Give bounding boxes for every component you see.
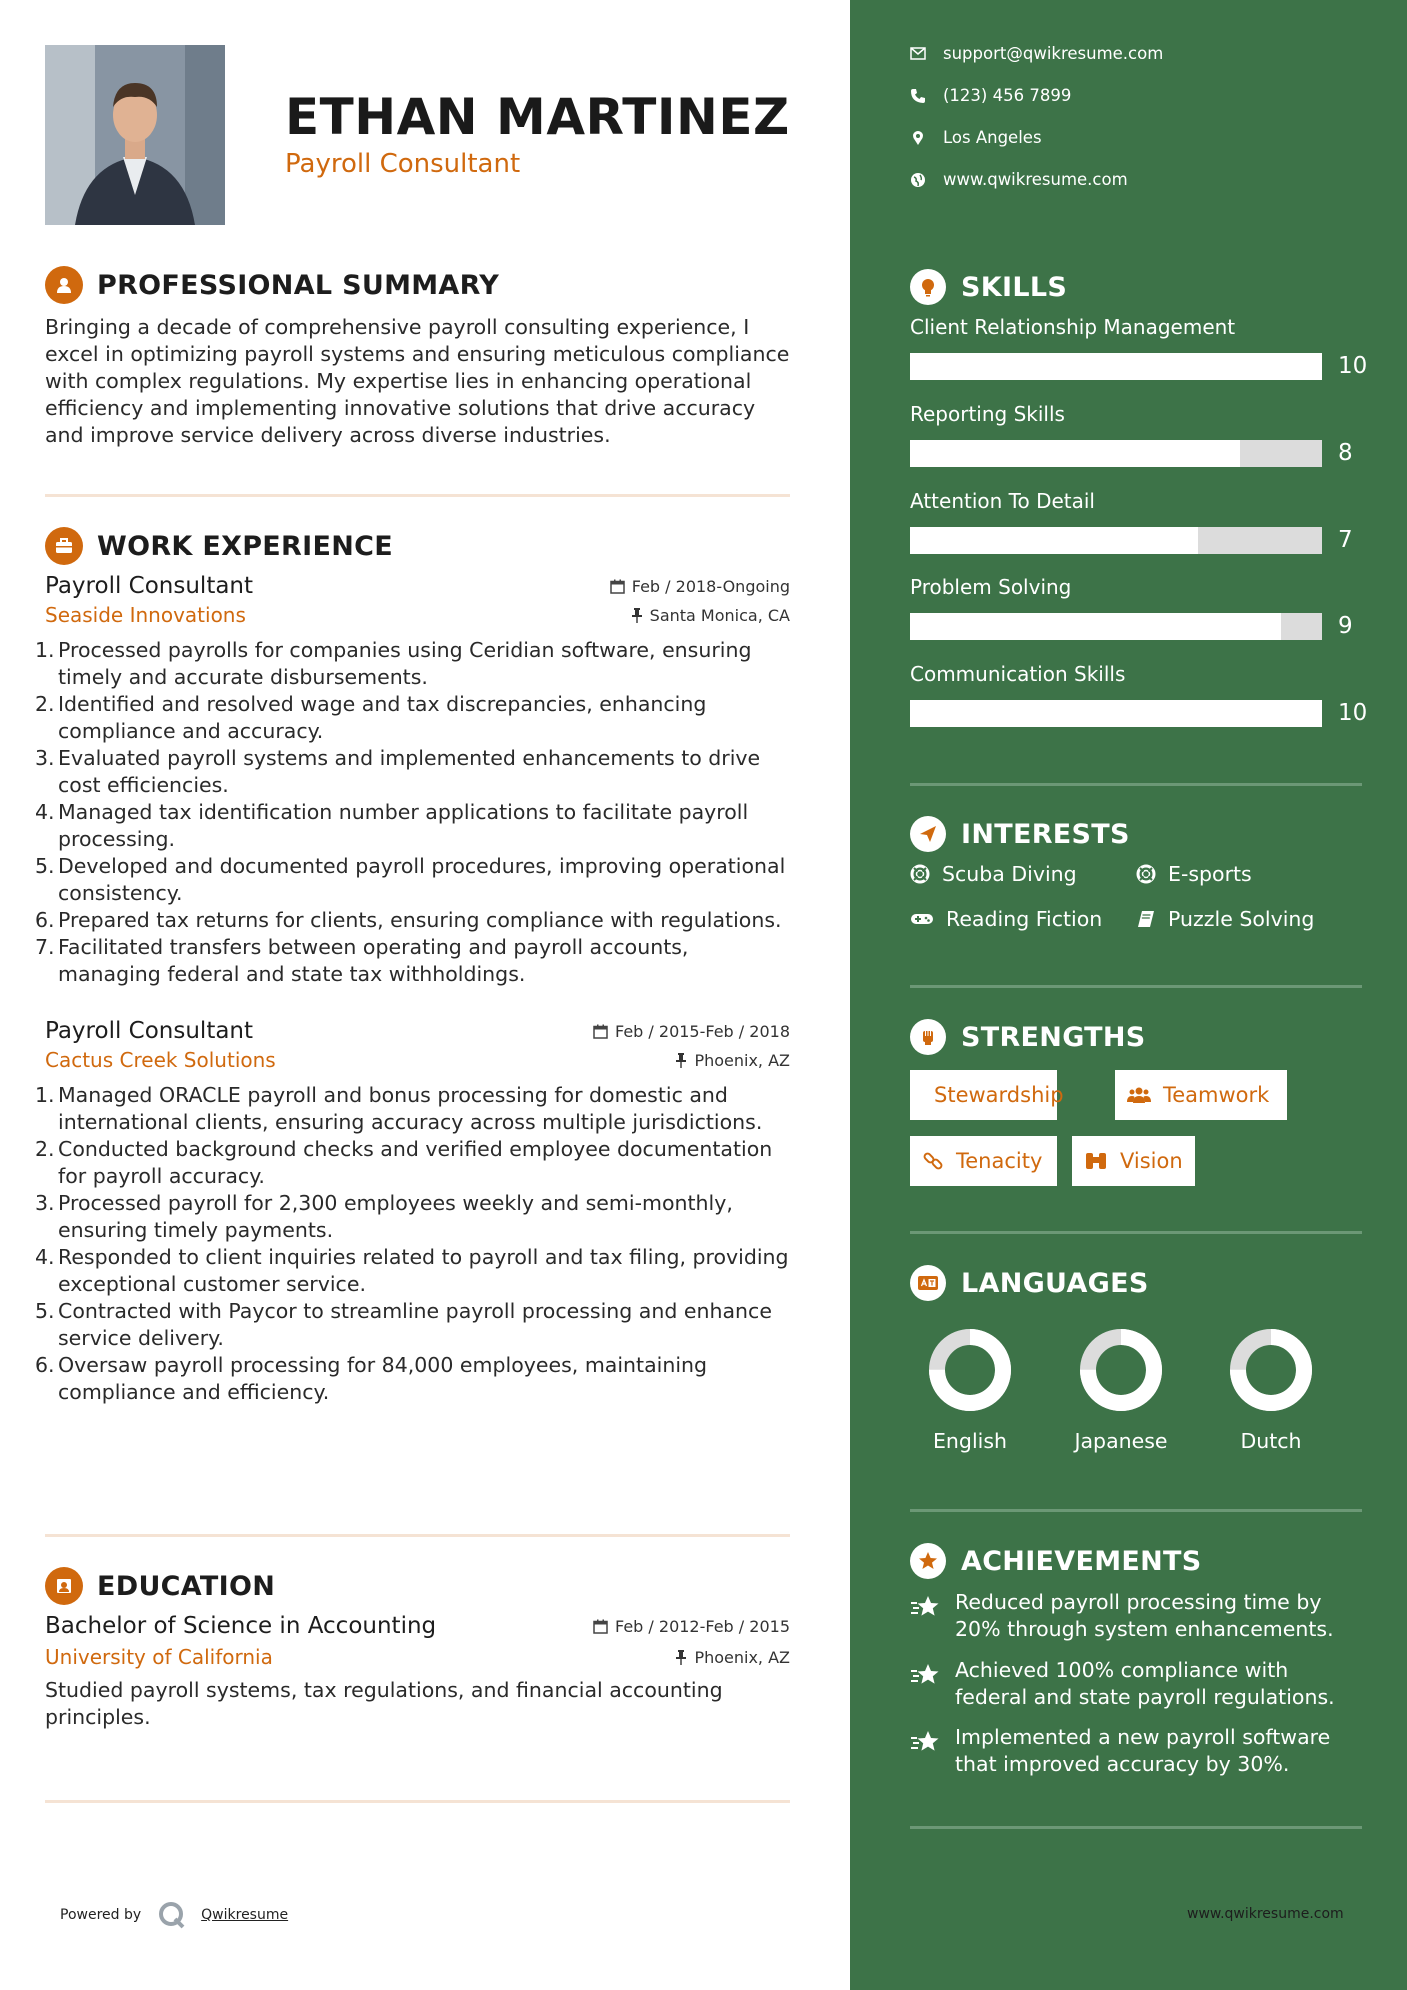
phone-icon: [910, 88, 926, 104]
graduation-icon: [45, 1567, 83, 1605]
skill-item: [910, 315, 1368, 379]
pin-icon: [675, 1053, 687, 1068]
star-icon: [910, 1662, 942, 1688]
skill-name: Communication Skills: [910, 662, 1126, 686]
summary-section: [45, 266, 790, 449]
job-bullets: [45, 637, 790, 988]
education-location: Phoenix, AZ: [675, 1648, 790, 1667]
education-heading: EDUCATION: [97, 1570, 276, 1602]
powered-by: Powered by Qwikresume: [60, 1900, 288, 1930]
skill-item: [910, 402, 1362, 466]
list-item: Evaluated payroll systems and implemented enhancements to drive cost efficiencies.: [58, 746, 761, 797]
list-item: Processed payroll for 2,300 employees weekly and semi-monthly, ensuring timely payments.: [58, 1191, 733, 1242]
achievements-section: [910, 1542, 1362, 1580]
skill-value: 10: [1338, 700, 1368, 726]
contact-phone[interactable]: (123) 456 7899: [910, 86, 1071, 105]
fist-icon: [910, 1019, 946, 1055]
achievement-item: Implemented a new payroll software that improved accuracy by 30%.: [910, 1724, 1362, 1778]
skill-bar-fill: [910, 527, 1198, 554]
strength-chip: Teamwork: [1115, 1070, 1287, 1120]
job-title: Payroll Consultant: [45, 1018, 254, 1044]
skill-bar-fill: [910, 613, 1281, 640]
languages-heading: LANGUAGES: [961, 1267, 1149, 1299]
qwikresume-logo-icon: [157, 1900, 187, 1930]
contact-website[interactable]: www.qwikresume.com: [910, 170, 1128, 189]
strengths-section: [910, 1018, 1362, 1056]
summary-text: Bringing a decade of comprehensive payroll consulting experience, I excel in optimizing payroll systems and ensuring meticulous compliance with complex regulations. My expertise lies in enhancing operational efficiency and implementing innovative solutions that drive accuracy and improve service delivery across diverse industries.: [45, 315, 790, 447]
language-ring: [1076, 1325, 1166, 1415]
skill-bar-fill: [910, 700, 1322, 727]
star-icon: [910, 1594, 942, 1620]
job-dates: Feb / 2018-Ongoing: [610, 577, 790, 596]
skill-item: [910, 662, 1368, 726]
experience-heading: WORK EXPERIENCE: [97, 530, 393, 562]
language-ring: [925, 1325, 1015, 1415]
profile-photo: [45, 45, 225, 225]
job-location: Santa Monica, CA: [631, 606, 790, 625]
skill-bar: [910, 700, 1322, 727]
link-icon: [922, 1150, 944, 1172]
experience-section: [45, 527, 790, 1406]
list-item: Processed payrolls for companies using Ceridian software, ensuring timely and accurate disbursements.: [58, 638, 752, 689]
list-item: Conducted background checks and verified employee documentation for payroll accuracy.: [58, 1137, 773, 1188]
envelope-icon: [910, 47, 926, 60]
interest-item: E-sports: [1136, 862, 1252, 886]
briefcase-icon: [45, 527, 83, 565]
life-ring-icon: [1136, 864, 1156, 884]
life-ring-icon: [910, 864, 930, 884]
pin-icon: [675, 1650, 687, 1665]
skill-bar-fill: [910, 353, 1322, 380]
skills-heading: SKILLS: [961, 271, 1068, 303]
education-dates: Feb / 2012-Feb / 2015: [593, 1617, 790, 1636]
job-bullets: [45, 1082, 790, 1406]
interests-section: [910, 815, 1362, 853]
skill-value: 8: [1338, 440, 1353, 466]
education-section: [45, 1567, 790, 1731]
skill-value: 7: [1338, 527, 1353, 553]
divider: [45, 494, 790, 497]
star-icon: [910, 1729, 942, 1755]
school: University of California: [45, 1645, 273, 1669]
list-item: Developed and documented payroll procedures, improving operational consistency.: [58, 854, 786, 905]
skill-value: 9: [1338, 613, 1353, 639]
skill-bar-fill: [910, 440, 1240, 467]
divider: [910, 783, 1362, 786]
achievement-item: Achieved 100% compliance with federal and state payroll regulations.: [910, 1657, 1362, 1711]
calendar-icon: [593, 1619, 608, 1634]
job-location: Phoenix, AZ: [675, 1051, 790, 1070]
divider: [910, 985, 1362, 988]
lightbulb-icon: [910, 269, 946, 305]
language-name: Japanese: [1074, 1429, 1168, 1453]
divider: [910, 1826, 1362, 1829]
users-icon: [1127, 1086, 1151, 1104]
contact-location: Los Angeles: [910, 128, 1042, 147]
skill-item: [910, 489, 1362, 553]
interest-item: Puzzle Solving: [1136, 907, 1314, 931]
book-icon: [1136, 909, 1156, 929]
interests-heading: INTERESTS: [961, 818, 1130, 850]
achievement-item: Reduced payroll processing time by 20% through system enhancements.: [910, 1589, 1362, 1643]
pin-icon: [631, 608, 643, 623]
skill-name: Reporting Skills: [910, 402, 1065, 426]
education-description: Studied payroll systems, tax regulations, and financial accounting principles.: [45, 1678, 723, 1729]
list-item: Responded to client inquiries related to payroll and tax filing, providing exceptional customer service.: [58, 1245, 789, 1296]
language-name: Dutch: [1240, 1429, 1302, 1453]
achievements-heading: ACHIEVEMENTS: [961, 1545, 1202, 1577]
job-company: Cactus Creek Solutions: [45, 1048, 276, 1072]
user-icon: [45, 266, 83, 304]
contact-email[interactable]: support@qwikresume.com: [910, 44, 1163, 63]
skill-name: Attention To Detail: [910, 489, 1095, 513]
job-title: Payroll Consultant: [45, 573, 254, 599]
skill-item: [910, 575, 1362, 639]
globe-icon: [910, 172, 926, 188]
binoculars-icon: [1084, 1151, 1108, 1171]
language-item: [1211, 1325, 1331, 1453]
language-item: [910, 1325, 1030, 1453]
education-entry: [45, 1613, 790, 1731]
candidate-name: ETHAN MARTINEZ: [285, 88, 790, 146]
language-name: English: [932, 1429, 1008, 1453]
list-item: Identified and resolved wage and tax discrepancies, enhancing compliance and accuracy.: [58, 692, 707, 743]
languages-section: [910, 1264, 1362, 1302]
skill-bar: [910, 353, 1322, 380]
skill-name: Client Relationship Management: [910, 315, 1236, 339]
list-item: Prepared tax returns for clients, ensuring compliance with regulations.: [58, 908, 782, 932]
job-company: Seaside Innovations: [45, 603, 246, 627]
language-item: [1061, 1325, 1181, 1453]
list-item: Managed tax identification number applications to facilitate payroll processing.: [58, 800, 749, 851]
degree: Bachelor of Science in Accounting: [45, 1613, 437, 1639]
skill-value: 10: [1338, 353, 1368, 379]
list-item: Oversaw payroll processing for 84,000 employees, maintaining compliance and efficiency.: [58, 1353, 708, 1404]
job-entry: [45, 573, 790, 988]
gamepad-icon: [910, 911, 934, 927]
strengths-heading: STRENGTHS: [961, 1021, 1146, 1053]
paper-plane-icon: [910, 816, 946, 852]
skill-bar: [910, 527, 1322, 554]
strength-chip: Tenacity: [910, 1136, 1057, 1186]
skill-name: Problem Solving: [910, 575, 1072, 599]
job-entry: [45, 1018, 790, 1406]
language-ring: [1226, 1325, 1316, 1415]
translate-icon: [910, 1265, 946, 1301]
list-item: Contracted with Paycor to streamline payroll processing and enhance service delivery.: [58, 1299, 772, 1350]
calendar-icon: [610, 579, 625, 594]
calendar-icon: [593, 1024, 608, 1039]
interest-item: Reading Fiction: [910, 907, 1102, 931]
summary-heading: PROFESSIONAL SUMMARY: [97, 269, 500, 301]
skill-bar: [910, 440, 1322, 467]
divider: [910, 1509, 1362, 1512]
candidate-title: Payroll Consultant: [285, 149, 521, 179]
footer-website[interactable]: www.qwikresume.com: [1187, 1906, 1344, 1922]
skills-section: [910, 268, 1362, 306]
divider: [910, 1231, 1362, 1234]
star-badge-icon: [910, 1543, 946, 1579]
list-item: Managed ORACLE payroll and bonus processing for domestic and international clients, ensuring accuracy across multiple jurisdictions.: [58, 1083, 763, 1134]
interest-item: Scuba Diving: [910, 862, 1077, 886]
divider: [45, 1800, 790, 1803]
map-marker-icon: [910, 130, 926, 146]
skill-bar: [910, 613, 1322, 640]
strength-chip: Vision: [1072, 1136, 1195, 1186]
qwikresume-link[interactable]: Qwikresume: [201, 1907, 289, 1923]
list-item: Facilitated transfers between operating and payroll accounts, managing federal and state tax withholdings.: [58, 935, 689, 986]
job-dates: Feb / 2015-Feb / 2018: [593, 1022, 790, 1041]
divider: [45, 1534, 790, 1537]
strength-chip: Stewardship: [910, 1070, 1057, 1120]
